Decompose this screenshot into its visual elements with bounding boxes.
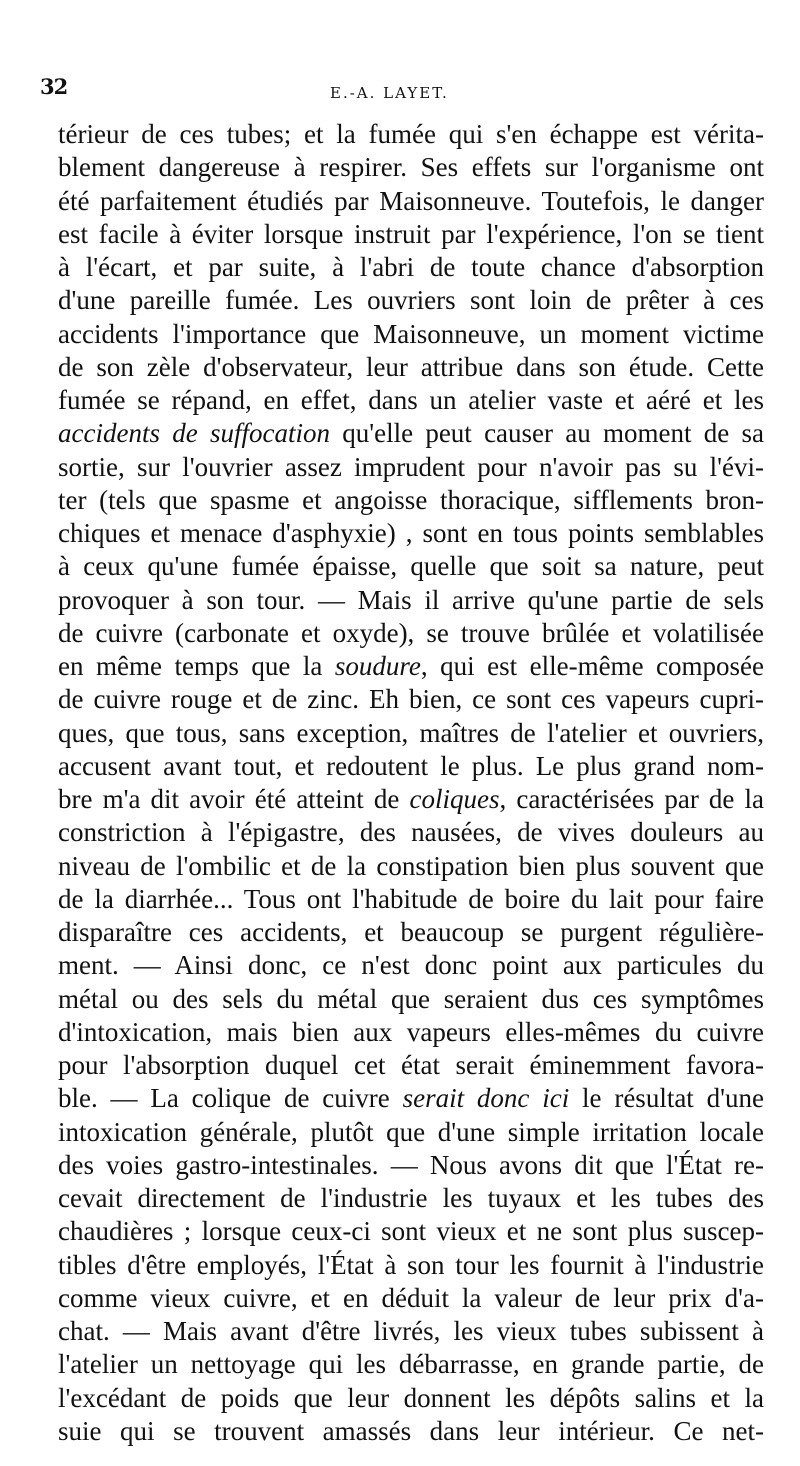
text-segment: chaudières ; lorsque ceux-ci sont vieux et ne sont plus suscep-	[58, 1216, 764, 1247]
page-header	[40, 72, 770, 102]
italic-text-segment: soudure	[334, 651, 421, 681]
text-segment: est facile à éviter lorsque instruit par l'expérience, l'on se tient	[58, 218, 764, 249]
text-segment: pour l'absorption duquel cet état serait éminemment favora-	[58, 1050, 764, 1080]
text-line	[58, 983, 764, 1016]
text-line	[58, 1249, 764, 1282]
text-segment: ques, que tous, sans exception, maîtres de l'atelier et ouvriers,	[58, 717, 764, 748]
text-line	[58, 584, 764, 617]
text-line	[58, 750, 764, 783]
text-line	[58, 1315, 764, 1348]
running-head: E.-A. LAYET.	[330, 84, 449, 102]
text-segment: ment. — Ainsi donc, ce n'est donc point aux particules du	[58, 950, 764, 981]
text-segment: en même temps que la	[58, 651, 335, 681]
text-segment: ter (tels que spasme et angoisse thoracique, sifflements bron-	[58, 484, 764, 515]
text-line	[58, 1082, 764, 1115]
text-segment: de cuivre rouge et de zinc. Eh bien, ce sont ces vapeurs cupri-	[58, 684, 764, 715]
text-segment: à l'écart, et par suite, à l'abri de toute chance d'absorption	[58, 252, 764, 282]
text-segment: été parfaitement étudiés par Maisonneuve. Toutefois, le danger	[58, 185, 764, 216]
text-segment: fumée se répand, en effet, dans un atelier vaste et aéré et les	[58, 385, 764, 415]
text-segment: blement dangereuse à respirer. Ses effets sur l'organisme ont	[58, 152, 764, 183]
text-segment: comme vieux cuivre, et en déduit la valeur de leur prix d'a-	[58, 1282, 764, 1313]
text-segment: d'une pareille fumée. Les ouvriers sont loin de prêter à ces	[58, 285, 764, 316]
text-line	[58, 251, 764, 284]
text-line	[58, 1415, 764, 1448]
text-segment: de cuivre (carbonate et oxyde), se trouve brûlée et volatilisée	[58, 617, 764, 648]
text-line	[58, 717, 764, 750]
text-segment: sortie, sur l'ouvrier assez imprudent pour n'avoir pas su l'évi-	[58, 451, 764, 482]
text-line	[58, 451, 764, 484]
text-line	[58, 850, 764, 883]
text-segment: intoxication générale, plutôt que d'une simple irritation locale	[58, 1116, 764, 1147]
text-segment: l'excédant de poids que leur donnent les dépôts salins et la	[58, 1382, 764, 1413]
italic-text-segment: accidents de suffocation	[58, 418, 330, 449]
text-segment: chat. — Mais avant d'être livrés, les vieux tubes subissent à	[58, 1316, 764, 1346]
text-line	[58, 118, 764, 151]
text-segment: accusent avant tout, et redoutent le plus. Le plus grand nom-	[58, 750, 764, 781]
text-segment: des voies gastro-intestinales. — Nous avons dit que l'État re-	[58, 1149, 764, 1180]
text-line	[58, 1348, 764, 1381]
text-segment: l'atelier un nettoyage qui les débarrasse, en grande partie, de	[58, 1349, 764, 1380]
text-line	[58, 1049, 764, 1082]
text-line	[58, 783, 764, 816]
text-segment: provoquer à son tour. — Mais il arrive qu'une partie de sels	[58, 584, 764, 615]
text-segment: disparaître ces accidents, et beaucoup se purgent régulière-	[58, 917, 764, 947]
text-line	[58, 949, 764, 982]
text-line	[58, 883, 764, 916]
text-segment: qu'elle peut causer au moment de sa	[329, 418, 764, 449]
text-line	[58, 218, 764, 251]
text-line	[58, 185, 764, 218]
text-segment: le résultat d'une	[569, 1083, 764, 1114]
text-line	[58, 1116, 764, 1149]
text-line	[58, 284, 764, 317]
text-segment: métal ou des sels du métal que seraient dus ces symptômes	[58, 983, 764, 1014]
text-line	[58, 484, 764, 517]
text-line	[58, 1182, 764, 1215]
text-line	[58, 1016, 764, 1049]
text-segment: tibles d'être employés, l'État à son tour les fournit à l'industrie	[58, 1249, 764, 1280]
text-line	[58, 816, 764, 849]
text-segment: bre m'a dit avoir été atteint de	[58, 784, 410, 814]
text-line	[58, 916, 764, 949]
text-segment: térieur de ces tubes; et la fumée qui s'en échappe est vérita-	[58, 119, 764, 149]
text-line	[58, 617, 764, 650]
text-line	[58, 151, 764, 184]
text-line	[58, 683, 764, 716]
text-segment: , caractérisées par de la	[499, 784, 764, 814]
text-line	[58, 1215, 764, 1248]
text-line	[58, 1382, 764, 1415]
text-line	[58, 550, 764, 583]
italic-text-segment: serait donc ici	[402, 1083, 570, 1114]
text-segment: de son zèle d'observateur, leur attribue dans son étude. Cette	[58, 351, 764, 382]
text-segment: cevait directement de l'industrie les tuyaux et les tubes des	[58, 1183, 764, 1213]
text-segment: suie qui se trouvent amassés dans leur intérieur. Ce net-	[58, 1415, 764, 1446]
text-segment: ble. — La colique de cuivre	[58, 1083, 403, 1114]
text-line	[58, 650, 764, 683]
italic-text-segment: coliques	[409, 784, 500, 814]
text-line	[58, 384, 764, 417]
text-segment: d'intoxication, mais bien aux vapeurs elles-mêmes du cuivre	[58, 1016, 764, 1047]
text-line	[58, 318, 764, 351]
text-segment: de la diarrhée... Tous ont l'habitude de boire du lait pour faire	[58, 883, 764, 914]
text-segment: accidents l'importance que Maisonneuve, un moment victime	[58, 318, 764, 349]
text-segment: niveau de l'ombilic et de la constipation bien plus souvent que	[58, 850, 764, 881]
text-line	[58, 351, 764, 384]
text-line	[58, 517, 764, 550]
text-line	[58, 1149, 764, 1182]
text-segment: constriction à l'épigastre, des nausées, de vives douleurs au	[58, 817, 764, 848]
text-segment: , qui est elle-même composée	[420, 651, 764, 681]
page-number: 32	[40, 74, 68, 99]
text-segment: à ceux qu'une fumée épaisse, quelle que soit sa nature, peut	[58, 551, 764, 582]
text-segment: chiques et menace d'asphyxie) , sont en tous points semblables	[58, 518, 764, 548]
text-line	[58, 417, 764, 450]
text-line	[58, 1282, 764, 1315]
body-text	[58, 118, 764, 1448]
